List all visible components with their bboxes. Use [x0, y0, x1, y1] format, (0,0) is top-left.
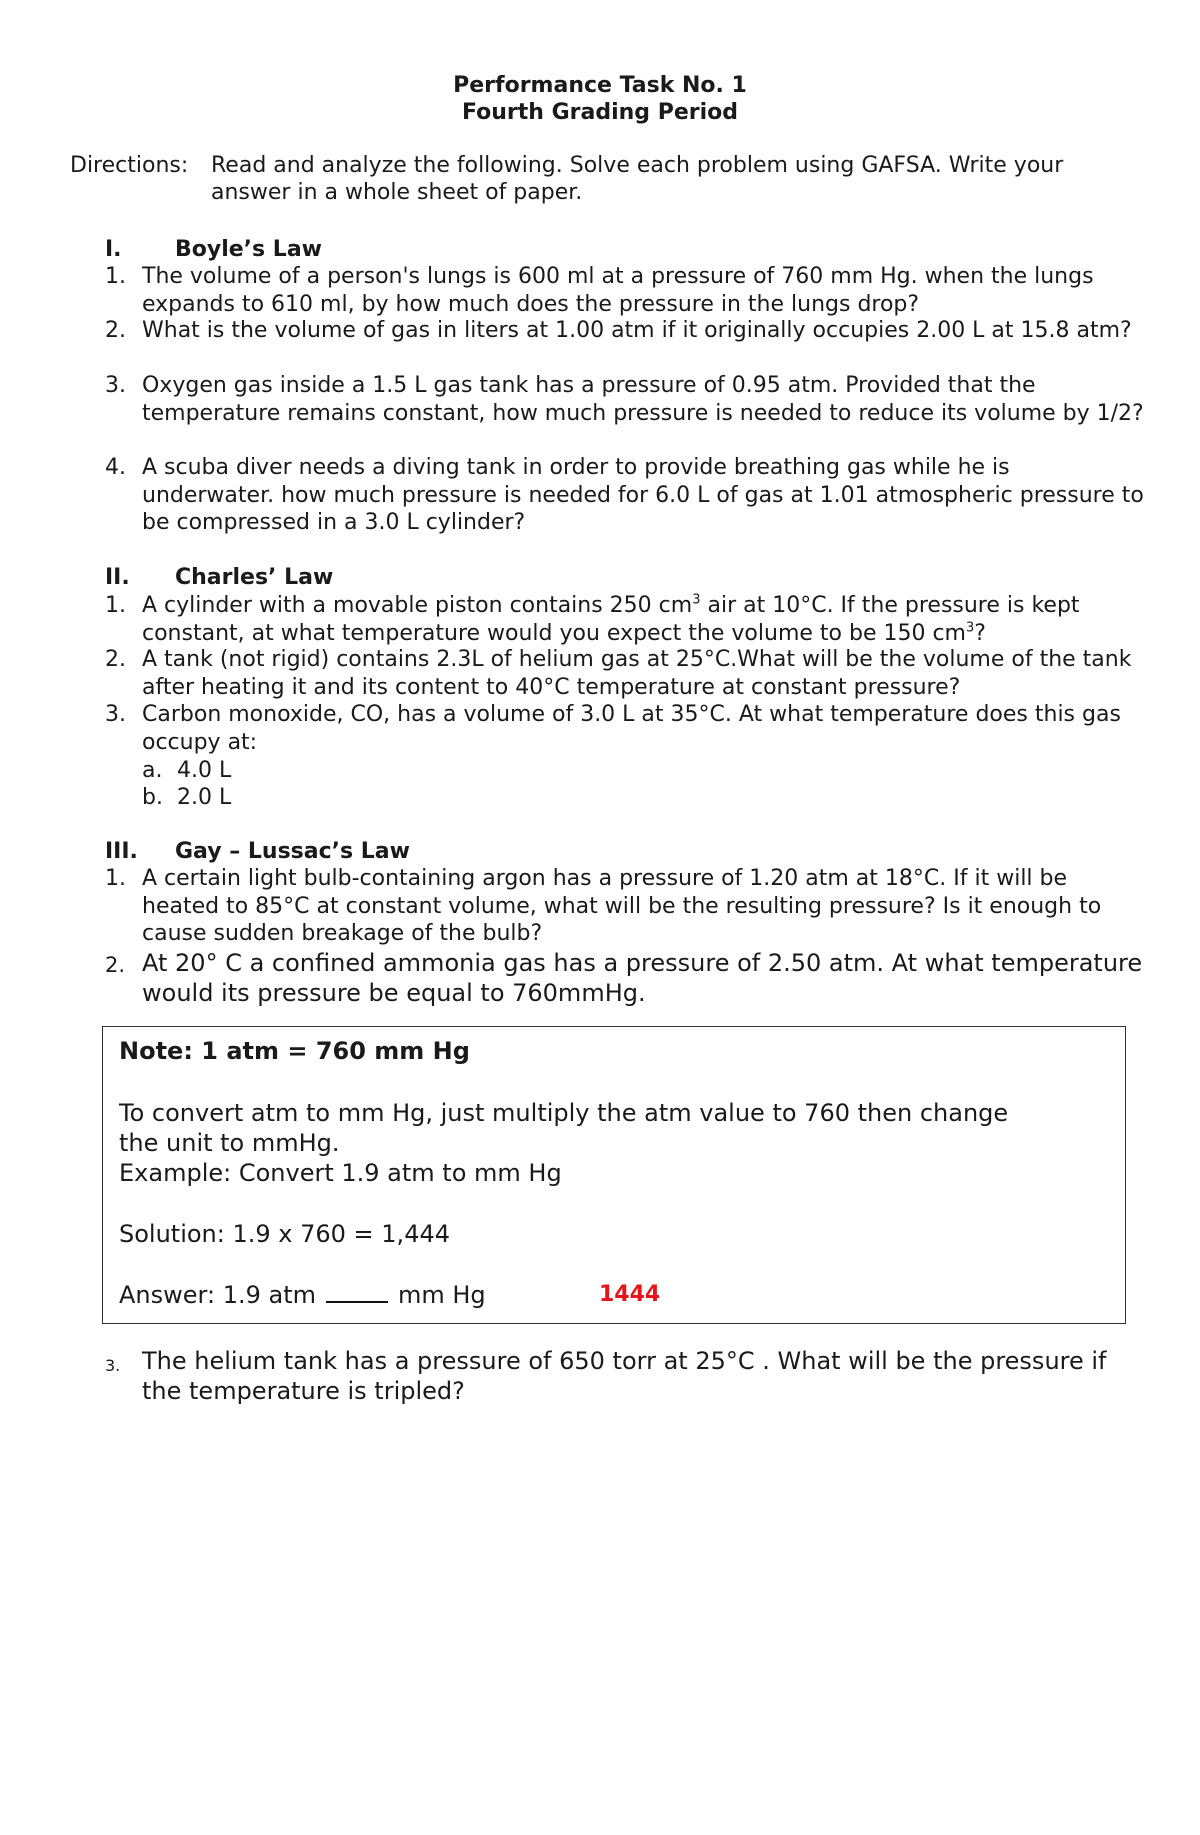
sub-item-letter: a.: [142, 758, 163, 783]
item-number: 3.: [105, 1356, 121, 1375]
note-answer: [119, 1280, 819, 1310]
section-title: Charles’ Law: [175, 565, 334, 590]
answer-blank: [326, 1281, 388, 1303]
item-number: 2.: [105, 647, 126, 672]
note-heading: Note: 1 atm = 760 mm Hg: [119, 1037, 470, 1065]
section-number: III.: [105, 839, 138, 864]
item-number: 2.: [105, 318, 126, 343]
item-text: The volume of a person's lungs is 600 ml at a pressure of 760 mm Hg. when the lungs expands to 610 ml, by how much does the pressure in the lungs drop?: [142, 264, 1094, 317]
item-text: A scuba diver needs a diving tank in order to provide breathing gas while he is underwater. how much pressure is needed for 6.0 L of gas at 1.01 atmospheric pressure to be compressed in a 3.0 L cylinder?: [142, 455, 1144, 535]
item-text: At 20° C a confined ammonia gas has a pressure of 2.50 atm. At what temperature would its pressure be equal to 760mmHg.: [142, 949, 1143, 1007]
item-number: 1.: [105, 593, 126, 618]
note-line: the unit to mmHg.: [119, 1129, 340, 1157]
item-text: A cylinder with a movable piston contains 250 $cm^3$ air at 10°C. If the pressure is kept constant, at what temperature would you expect the volume to be 150 $cm^3$?: [142, 592, 1080, 646]
answer-prefix: Answer: 1.9 atm: [119, 1281, 316, 1309]
note-line: To convert atm to mm Hg, just multiply the atm value to 760 then change: [119, 1099, 1009, 1127]
item-number: 4.: [105, 455, 126, 480]
note-example: Example: Convert 1.9 atm to mm Hg: [119, 1159, 562, 1187]
note-solution: Solution: 1.9 x 760 = 1,444: [119, 1220, 450, 1248]
directions-label: Directions:: [70, 153, 189, 178]
item-text: A tank (not rigid) contains 2.3L of helium gas at 25°C.What will be the volume of the tank after heating it and its content to 40°C temperature at constant pressure?: [142, 647, 1132, 700]
note-box: [102, 1026, 1126, 1324]
item-number: 3.: [105, 702, 126, 727]
section-number: II.: [105, 565, 130, 590]
item-text: Oxygen gas inside a 1.5 L gas tank has a pressure of 0.95 atm. Provided that the temperature remains constant, how much pressure is needed to reduce its volume by 1/2?: [142, 373, 1144, 426]
section-number: I.: [105, 237, 122, 262]
section-title: Gay – Lussac’s Law: [175, 839, 410, 864]
sub-item-letter: b.: [142, 785, 163, 810]
page-title: Performance Task No. 1: [453, 73, 747, 98]
item-text: The helium tank has a pressure of 650 torr at 25°C . What will be the pressure if the temperature is tripled?: [142, 1347, 1107, 1405]
item-text: What is the volume of gas in liters at 1.00 atm if it originally occupies 2.00 L at 15.8 atm?: [142, 318, 1132, 343]
page-subtitle: Fourth Grading Period: [461, 100, 738, 125]
item-number: 2.: [105, 953, 126, 977]
answer-suffix: mm Hg: [397, 1281, 486, 1309]
item-text: A certain light bulb-containing argon has a pressure of 1.20 atm at 18°C. If it will be heated to 85°C at constant volume, what will be the resulting pressure? Is it enough to cause sudden breakage of the bulb?: [142, 866, 1102, 946]
section-title: Boyle’s Law: [175, 237, 322, 262]
sub-item-text: 2.0 L: [177, 785, 232, 810]
item-number: 3.: [105, 373, 126, 398]
directions-text: Read and analyze the following. Solve each problem using GAFSA. Write your answer in a whole sheet of paper.: [211, 153, 1064, 205]
item-number: 1.: [105, 866, 126, 891]
item-text: Carbon monoxide, CO, has a volume of 3.0 L at 35°C. At what temperature does this gas occupy at:: [142, 702, 1121, 755]
item-number: 1.: [105, 264, 126, 289]
answer-value: 1444: [599, 1282, 661, 1307]
sub-item-text: 4.0 L: [177, 758, 232, 783]
